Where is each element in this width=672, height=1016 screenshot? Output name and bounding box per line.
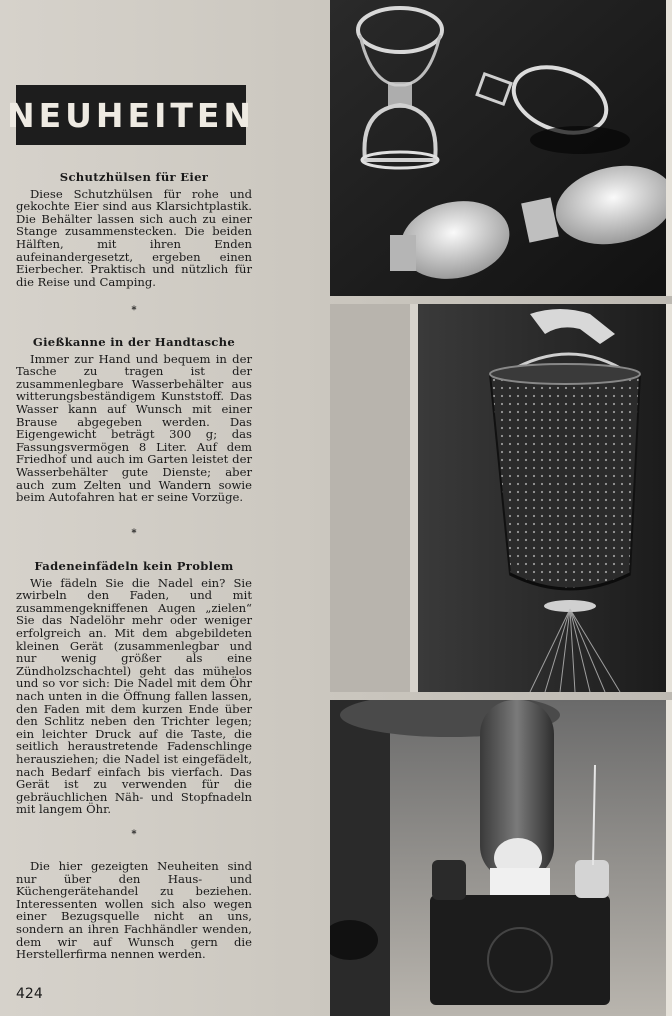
closing-note bbox=[16, 860, 252, 961]
photo-watering-can bbox=[330, 304, 672, 692]
article-body: Immer zur Hand und bequem in der Tasche zu tragen ist der zusammenlegbare Wasserbehälter aus witterungsbeständigem Kunststoff. Das Wasser kann auf Wunsch mit einer Brause abgegeben werden. Das Eigengewicht beträgt 300 g; das Fassungsvermögen 8 Liter. Auf dem Friedhof und auch im Garten leistet der Wasserbehälter gute Dienste; aber auch zum Zelten und Wandern sowie beim Autofahren hat er seine Vorzüge. bbox=[16, 351, 252, 505]
separator-star: * bbox=[131, 528, 137, 539]
closing-text: Die hier gezeigten Neuheiten sind nur über den Haus- und Küchengerätehandel zu beziehen. Interessenten wollen sich also wegen einer Bezugsquelle nicht an uns, sondern an ihren Fachhändler wenden, dem wir auf Wunsch gern die Herstellerfirma nennen werden. bbox=[16, 859, 252, 962]
article-watering-can bbox=[16, 336, 252, 504]
photo-egg-holders bbox=[330, 0, 672, 296]
photo-needle-threader bbox=[330, 700, 672, 1016]
article-title: Schutzhülsen für Eier bbox=[59, 170, 209, 184]
article-title: Fadeneinfädeln kein Problem bbox=[34, 559, 234, 573]
page-number: 424 bbox=[16, 986, 43, 1002]
separator-star: * bbox=[131, 305, 137, 316]
article-title: Gießkanne in der Handtasche bbox=[32, 335, 236, 349]
article-egg-holders bbox=[16, 171, 252, 288]
separator-star: * bbox=[131, 829, 137, 840]
article-needle-threader bbox=[16, 560, 252, 816]
article-body: Wie fädeln Sie die Nadel ein? Sie zwirbeln den Faden, und mit zusammengekniffenen Augen „zielen“ Sie das Nadelöhr mehr oder weniger erfolgreich an. Mit dem abgebildeten kleinen Gerät (zusammenlegbar und nur wenig größer als eine Zündholzschachtel) geht das mühelos und so vor sich: Die Nadel mit dem Öhr nach unten in die Öffnung fallen lassen, den Faden mit dem kurzen Ende über den Schlitz neben den Trichter legen; ein leichter Druck auf die Taste, die seitlich heraustretende Fadenschlinge herausziehen; die Nadel ist eingefädelt, nach Bedarf einfach bis vierfach. Das Gerät ist zu verwenden für die gebräuchlichen Näh- und Stopfnadeln mit langem Öhr. bbox=[16, 575, 252, 817]
article-body: Diese Schutzhülsen für rohe und gekochte Eier sind aus Klarsichtplastik. Die Behälter lassen sich auch zu einer Stange zusammenstecken. Die beiden Hälften, mit ihren Enden aufeinandergesetzt, ergeben einen Eierbecher. Praktisch und nützlich für die Reise und Camping. bbox=[16, 186, 252, 289]
section-banner: NEUHEITEN bbox=[16, 85, 246, 145]
